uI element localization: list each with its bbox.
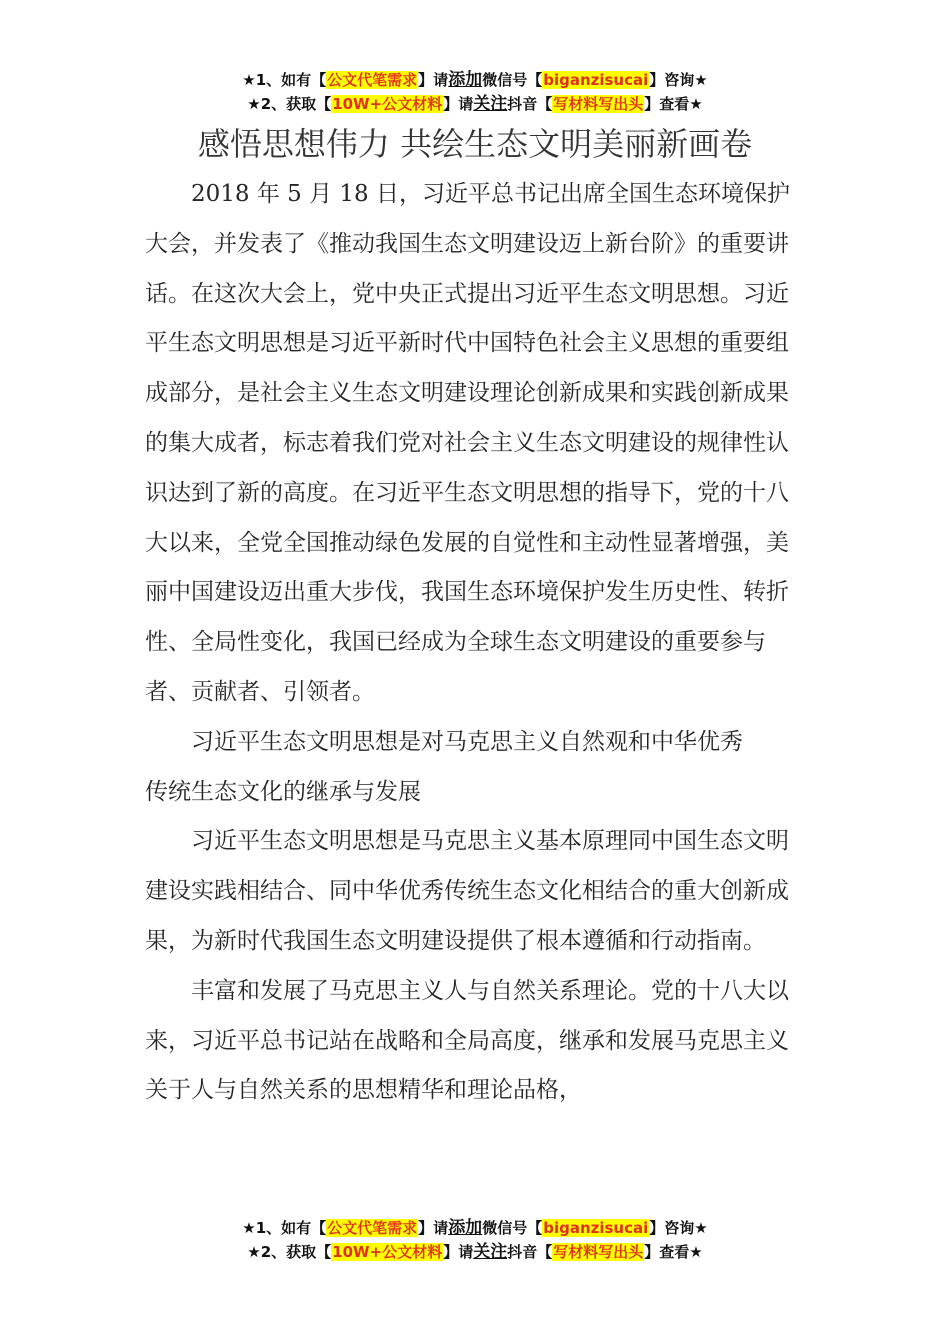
highlight-writing-service: 公文代笔需求 [327, 71, 418, 89]
paragraph-1 [145, 170, 805, 718]
highlight-wechat-id: biganzisucai [543, 71, 649, 89]
underlined-add-bottom: 添加 [448, 1218, 483, 1238]
promo-line-2-bottom: ★2、获取【10W+公文材料】请关注抖音【写材料写出头】查看★ [247, 1242, 703, 1262]
document-title: 感悟思想伟力 共绘生态文明美丽新画卷 [197, 125, 753, 163]
promo-line-1-bottom: ★1、如有【公文代笔需求】请添加微信号【biganzisucai】咨询★ [242, 1218, 708, 1238]
highlight-douyin-account-bottom: 写材料写出头 [553, 1243, 644, 1261]
paragraph-3: 丰富和发展了马克思主义人与自然关系理论。党的十八大以来，习近平总书记站在战略和全局高度，继承和发展马克思主义关于人与自然关系的思想精华和理论品格， [145, 977, 789, 1104]
highlight-douyin-account: 写材料写出头 [553, 95, 644, 113]
paragraph-1-date: 2018 年 5 月 18 日 [191, 181, 399, 207]
promo-line-2: ★2、获取【10W+公文材料】请关注抖音【写材料写出头】查看★ [247, 94, 703, 114]
underlined-follow: 关注 [473, 94, 508, 114]
highlight-wechat-id-bottom: biganzisucai [543, 1219, 649, 1237]
underlined-follow-bottom: 关注 [473, 1242, 508, 1262]
underlined-add: 添加 [448, 70, 483, 90]
highlight-materials: 10W+公文材料 [332, 95, 443, 113]
highlight-writing-service-bottom: 公文代笔需求 [327, 1219, 418, 1237]
section-subheading: 习近平生态文明思想是对马克思主义自然观和中华优秀传统生态文化的继承与发展 [145, 728, 743, 805]
promo-banner-bottom [0, 1216, 950, 1264]
document-body [145, 170, 805, 1116]
highlight-materials-bottom: 10W+公文材料 [332, 1243, 443, 1261]
paragraph-2: 习近平生态文明思想是马克思主义基本原理同中国生态文明建设实践相结合、同中华优秀传统生态文化相结合的重大创新成果，为新时代我国生态文明建设提供了根本遵循和行动指南。 [145, 828, 789, 954]
promo-banner-top [0, 68, 950, 116]
paragraph-1-text: ，习近平总书记出席全国生态环境保护大会，并发表了《推动我国生态文明建设迈上新台阶》的重要讲话。在这次大会上，党中央正式提出习近平生态文明思想。习近平生态文明思想是习近平新时代中国特色社会主义思想的重要组成部分，是社会主义生态文明建设理论创新成果和实践创新成果的集大成者，标志着我们党对社会主义生态文明建设的规律性认识达到了新的高度。在习近平生态文明思想的指导下，党的十八大以来，全党全国推动绿色发展的自觉性和主动性显著增强，美丽中国建设迈出重大步伐，我国生态环境保护发生历史性、转折性、全局性变化，我国已经成为全球生态文明建设的重要参与者、贡献者、引领者。 [145, 181, 790, 705]
promo-line-1: ★1、如有【公文代笔需求】请添加微信号【biganzisucai】咨询★ [242, 70, 708, 90]
